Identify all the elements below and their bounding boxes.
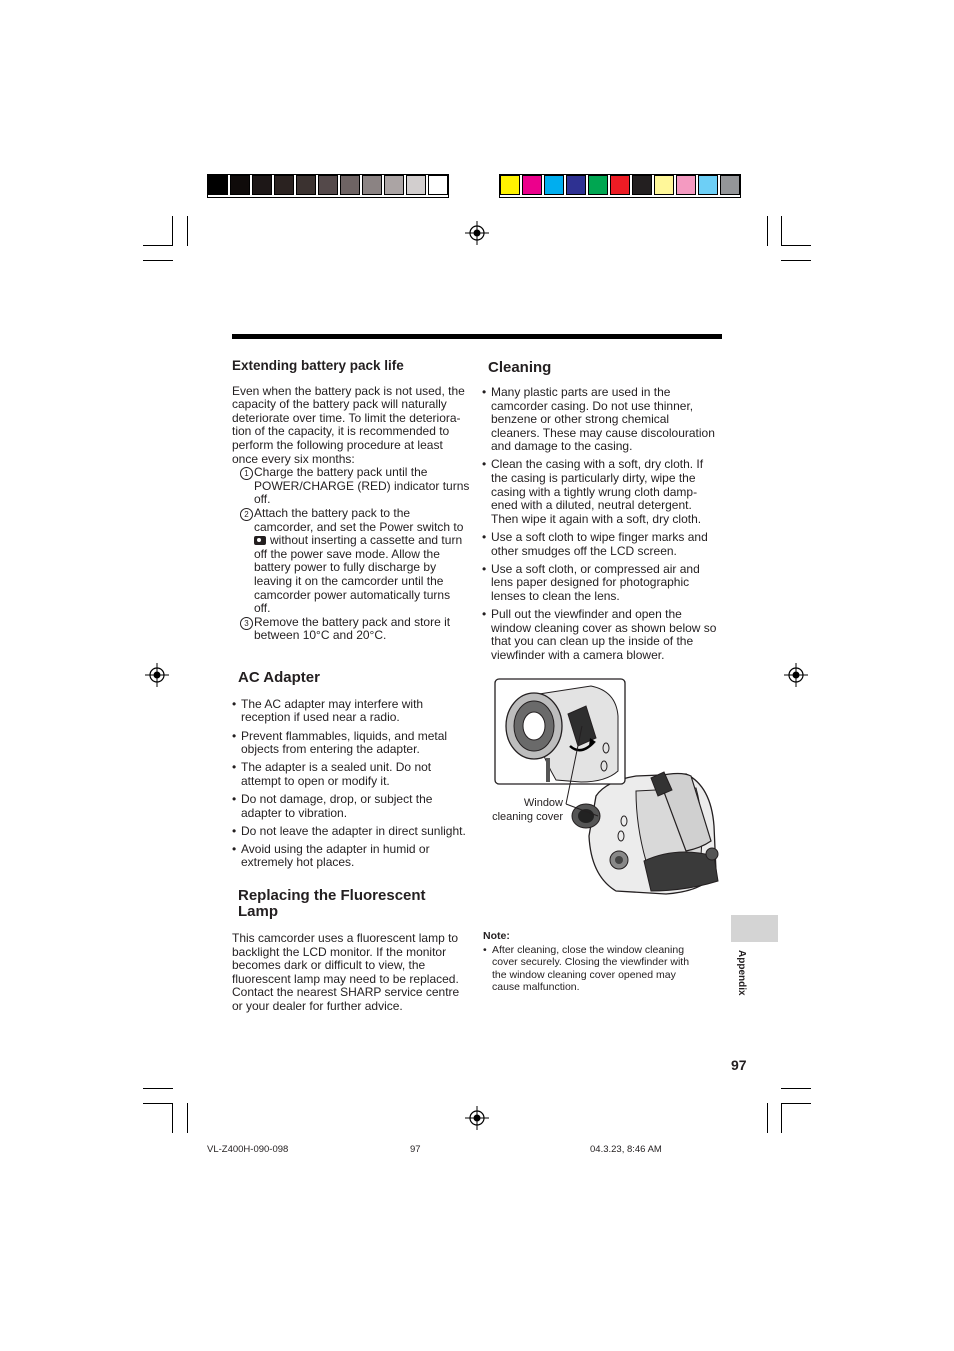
- gray-swatch: [340, 175, 360, 195]
- footer-center: 97: [410, 1144, 421, 1155]
- ac-adapter-list: [232, 698, 472, 870]
- appendix-tab: [731, 915, 778, 942]
- battery-intro: Even when the battery pack is not used, the capacity of the battery pack will naturally deteriorate over time. To limit the deteriora- tion of the capacity, it is recommended to perform the following procedure at least once every six months:: [232, 383, 465, 466]
- step-1: 1 Charge the battery pack until the POWER/CHARGE (RED) indicator turns off.: [232, 466, 472, 507]
- gray-swatch: [384, 175, 404, 195]
- registration-mark-icon: [145, 663, 169, 687]
- footer-right: 04.3.23, 8:46 AM: [590, 1144, 662, 1155]
- list-item: • After cleaning, close the window cleaning cover securely. Closing the viewfinder with the window cleaning cover opened may cause malfunction.: [483, 944, 723, 994]
- color-swatch: [588, 175, 608, 195]
- appendix-label: Appendix: [736, 950, 747, 996]
- grayscale-bar: [207, 174, 449, 198]
- list-item: • Use a soft cloth to wipe finger marks and other smudges off the LCD screen.: [482, 531, 727, 558]
- list-item: • Use a soft cloth, or compressed air and lens paper designed for photographic lenses to clean the lens.: [482, 563, 727, 604]
- cleaning-list: [482, 386, 727, 662]
- list-item: • Many plastic parts are used in the camcorder casing. Do not use thinner, benzene or other strong chemical cleaners. These may cause discolouration and damage to the casing.: [482, 386, 727, 454]
- color-swatch: [676, 175, 696, 195]
- gray-swatch: [296, 175, 316, 195]
- step-number: 3: [240, 617, 253, 630]
- battery-heading: Extending battery pack life: [232, 358, 404, 373]
- gray-swatch: [318, 175, 338, 195]
- camcorder-illustration: [486, 676, 722, 898]
- step-number: 2: [240, 508, 253, 521]
- gray-swatch: [252, 175, 272, 195]
- list-item: • The adapter is a sealed unit. Do not attempt to open or modify it.: [232, 761, 472, 788]
- step-number: 1: [240, 467, 253, 480]
- list-item: • Clean the casing with a soft, dry cloth. If the casing is particularly dirty, wipe the casing with a tightly wrung cloth damp- ened with a diluted, neutral detergent. Then wipe it again with a soft, dry cloth.: [482, 458, 727, 526]
- window-cleaning-cover-callout: Window cleaning cover: [492, 797, 563, 823]
- color-swatch: [610, 175, 630, 195]
- color-swatch: [566, 175, 586, 195]
- lamp-body: This camcorder uses a fluorescent lamp to backlight the LCD monitor. If the monitor becomes dark or difficult to view, the fluorescent lamp may need to be replaced. Contact the nearest SHARP service centre or your dealer for further advice.: [232, 930, 460, 1013]
- list-item: • Do not damage, drop, or subject the adapter to vibration.: [232, 793, 472, 820]
- color-swatch: [544, 175, 564, 195]
- gray-swatch: [274, 175, 294, 195]
- camera-icon: [254, 536, 266, 545]
- gray-swatch: [362, 175, 382, 195]
- step-3: 3 Remove the battery pack and store it between 10°C and 20°C.: [232, 616, 472, 643]
- list-item: • The AC adapter may interfere with reception if used near a radio.: [232, 698, 472, 725]
- color-bar: [499, 174, 741, 198]
- note-list: [483, 944, 723, 994]
- gray-swatch: [428, 175, 448, 195]
- color-swatch: [654, 175, 674, 195]
- color-swatch: [698, 175, 718, 195]
- color-swatch: [500, 175, 520, 195]
- footer-left: VL-Z400H-090-098: [207, 1144, 289, 1155]
- gray-swatch: [406, 175, 426, 195]
- list-item: • Prevent flammables, liquids, and metal objects from entering the adapter.: [232, 730, 472, 757]
- header-rule: [232, 334, 722, 339]
- left-column: [232, 359, 472, 1013]
- ac-adapter-heading: AC Adapter: [232, 670, 472, 686]
- registration-mark-icon: [465, 1106, 489, 1130]
- list-item: • Do not leave the adapter in direct sunlight.: [232, 825, 472, 839]
- note-block: [483, 930, 723, 998]
- list-item: • Pull out the viewfinder and open the window cleaning cover as shown below so that you can clean up the inside of the viewfinder with a camera blower.: [482, 608, 727, 662]
- right-column: [482, 360, 727, 667]
- step-2: 2 Attach the battery pack to the camcorder, and set the Power switch to without inserting a cassette and turn off the power save mode. Allow the battery power to fully discharge by leaving it on the camcorder until the camcorder power automatically turns off.: [232, 507, 472, 616]
- lamp-heading: Replacing the Fluorescent Lamp: [232, 888, 472, 920]
- page-number: 97: [731, 1057, 747, 1073]
- gray-swatch: [208, 175, 228, 195]
- gray-swatch: [230, 175, 250, 195]
- battery-steps: [232, 466, 472, 643]
- color-swatch: [632, 175, 652, 195]
- color-swatch: [720, 175, 740, 195]
- list-item: • Avoid using the adapter in humid or extremely hot places.: [232, 843, 472, 870]
- registration-mark-icon: [784, 663, 808, 687]
- note-label: Note:: [483, 930, 510, 942]
- color-swatch: [522, 175, 542, 195]
- registration-mark-icon: [465, 221, 489, 245]
- cleaning-heading: Cleaning: [482, 360, 727, 376]
